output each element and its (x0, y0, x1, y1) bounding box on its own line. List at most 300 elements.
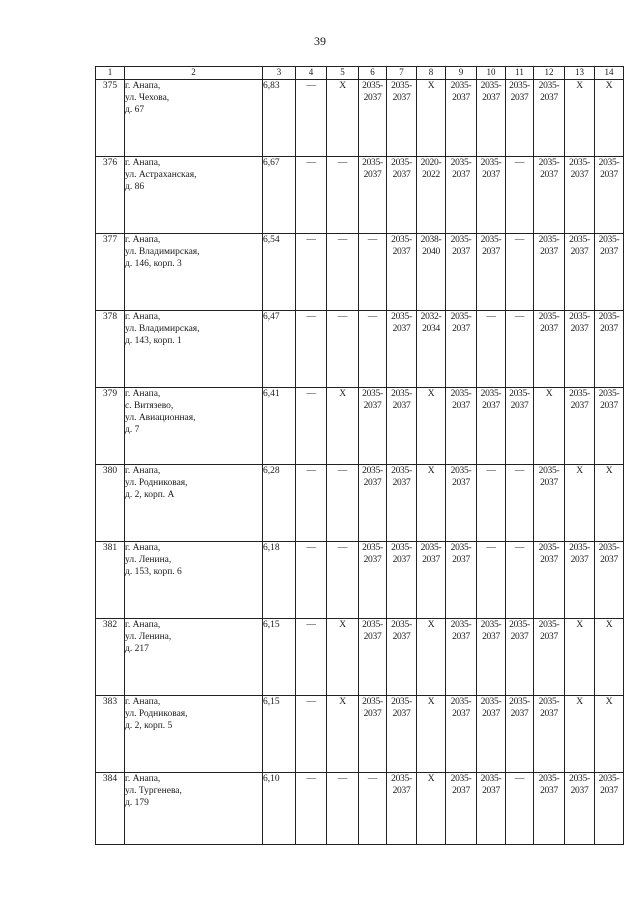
row-number: 375 (96, 80, 125, 157)
table-cell-col-11: — (506, 465, 534, 542)
table-cell-col-10 (477, 234, 506, 311)
table-cell-col-11 (506, 80, 534, 157)
table-cell-col-9 (446, 234, 477, 311)
table-cell-col-11: — (506, 234, 534, 311)
year-start: 2035- (538, 466, 560, 476)
header-cell-12: 12 (534, 67, 565, 80)
address-line: с. Витязево, (125, 401, 174, 411)
table-cell-col-11: — (506, 311, 534, 388)
table-row (96, 465, 624, 542)
table-cell-col-12 (534, 234, 565, 311)
year-end: 2037 (363, 632, 382, 642)
address-line: г. Анапа, (125, 543, 161, 553)
table-cell-col-7 (387, 234, 417, 311)
year-end: 2037 (452, 324, 470, 334)
table-cell-col-11: — (506, 157, 534, 234)
table-body (96, 80, 624, 845)
year-start: 2035- (391, 389, 412, 399)
table-row (96, 696, 624, 773)
table-cell-col-5: — (327, 311, 359, 388)
address-line: д. 153, корп. 6 (125, 567, 182, 577)
table-cell-col-4: — (296, 234, 327, 311)
table-cell-col-14: Х (595, 696, 624, 773)
header-cell-4: 4 (296, 67, 327, 80)
year-start: 2035- (569, 389, 590, 399)
year-end: 2037 (600, 247, 618, 257)
table-cell-col-8: Х (417, 696, 446, 773)
year-end: 2037 (600, 170, 618, 180)
year-start: 2035- (480, 774, 502, 784)
year-end: 2037 (452, 401, 470, 411)
table-cell-col-10: — (477, 465, 506, 542)
table-cell-col-12 (534, 773, 565, 845)
year-start: 2035- (362, 697, 383, 707)
year-start: 2035- (509, 81, 530, 91)
year-end: 2037 (540, 632, 558, 642)
year-end: 2037 (600, 401, 618, 411)
table-cell-col-8: Х (417, 465, 446, 542)
table-cell-col-8: Х (417, 388, 446, 465)
year-start: 2035- (598, 158, 620, 168)
year-end: 2037 (452, 555, 470, 565)
year-end: 2037 (363, 170, 382, 180)
year-start: 2035- (450, 235, 472, 245)
year-end: 2037 (422, 555, 440, 565)
table-cell-col-9 (446, 388, 477, 465)
year-start: 2035- (480, 620, 502, 630)
year-start: 2035- (509, 697, 530, 707)
table-cell-col-9 (446, 696, 477, 773)
year-start: 2035- (509, 620, 530, 630)
table-cell-col-5: — (327, 465, 359, 542)
year-start: 2035- (569, 543, 590, 553)
table-cell-col-10 (477, 773, 506, 845)
year-start: 2035- (538, 81, 560, 91)
table-cell-col-14 (595, 157, 624, 234)
table-cell-col-12 (534, 619, 565, 696)
table-cell-col-13: Х (565, 80, 595, 157)
year-start: 2035- (598, 312, 620, 322)
table-cell-col-6 (359, 465, 387, 542)
table-cell-col-5: Х (327, 80, 359, 157)
value-cell: 6,28 (263, 465, 296, 542)
year-start: 2035- (362, 466, 383, 476)
header-cell-7: 7 (387, 67, 417, 80)
header-cell-6: 6 (359, 67, 387, 80)
table-cell-col-14 (595, 542, 624, 619)
table-cell-col-8 (417, 542, 446, 619)
year-start: 2035- (362, 543, 383, 553)
year-start: 2035- (538, 774, 560, 784)
year-end: 2037 (570, 324, 589, 334)
year-start: 2035- (450, 620, 472, 630)
table-cell-col-4: — (296, 696, 327, 773)
header-cell-9: 9 (446, 67, 477, 80)
table-cell-col-9 (446, 465, 477, 542)
address-line: г. Анапа, (125, 774, 161, 784)
year-start: 2035- (569, 312, 590, 322)
address-line: г. Анапа, (125, 466, 161, 476)
table-cell-col-6 (359, 619, 387, 696)
address-cell (125, 542, 263, 619)
address-cell (125, 465, 263, 542)
table-cell-col-12 (534, 465, 565, 542)
table-cell-col-14 (595, 773, 624, 845)
table-cell-col-12 (534, 696, 565, 773)
year-start: 2035- (391, 543, 412, 553)
table-cell-col-13 (565, 388, 595, 465)
table-row (96, 311, 624, 388)
table-cell-col-13: Х (565, 696, 595, 773)
year-end: 2040 (422, 247, 440, 257)
year-end: 2037 (600, 324, 618, 334)
row-number: 379 (96, 388, 125, 465)
year-end: 2037 (570, 401, 589, 411)
year-end: 2037 (510, 709, 529, 719)
year-end: 2037 (482, 786, 500, 796)
table-cell-col-4: — (296, 80, 327, 157)
year-start: 2035- (450, 312, 472, 322)
year-start: 2035- (362, 158, 383, 168)
address-cell (125, 388, 263, 465)
address-cell (125, 311, 263, 388)
address-line: д. 146, корп. 3 (125, 259, 182, 269)
table-row (96, 234, 624, 311)
address-cell (125, 234, 263, 311)
year-start: 2035- (391, 466, 412, 476)
address-cell (125, 773, 263, 845)
table-cell-col-12 (534, 311, 565, 388)
year-end: 2037 (540, 709, 558, 719)
address-cell (125, 696, 263, 773)
year-start: 2035- (362, 389, 383, 399)
table-cell-col-13 (565, 542, 595, 619)
header-cell-11: 11 (506, 67, 534, 80)
table-cell-col-11 (506, 388, 534, 465)
table-cell-col-5: — (327, 773, 359, 845)
header-cell-5: 5 (327, 67, 359, 80)
table-cell-col-9 (446, 80, 477, 157)
year-end: 2037 (540, 247, 558, 257)
year-start: 2035- (450, 389, 472, 399)
value-cell: 6,54 (263, 234, 296, 311)
year-start: 2035- (509, 389, 530, 399)
address-line: г. Анапа, (125, 620, 161, 630)
address-line: д. 86 (125, 182, 145, 192)
year-start: 2035- (598, 235, 620, 245)
header-cell-14: 14 (595, 67, 624, 80)
year-start: 2035- (391, 235, 412, 245)
page-number: 39 (314, 34, 326, 48)
row-number: 378 (96, 311, 125, 388)
address-line: г. Анапа, (125, 389, 161, 399)
table-cell-col-8: Х (417, 619, 446, 696)
year-start: 2035- (480, 81, 502, 91)
address-line: г. Анапа, (125, 81, 161, 91)
table-cell-col-8 (417, 311, 446, 388)
table-cell-col-7 (387, 311, 417, 388)
address-line: ул. Владимирская, (125, 247, 200, 257)
table-cell-col-4: — (296, 465, 327, 542)
address-line: д. 143, корп. 1 (125, 336, 182, 346)
table-cell-col-9 (446, 773, 477, 845)
table-cell-col-13 (565, 157, 595, 234)
table-cell-col-5: Х (327, 696, 359, 773)
table-cell-col-6 (359, 696, 387, 773)
table-cell-col-8 (417, 234, 446, 311)
table-cell-col-7 (387, 696, 417, 773)
year-start: 2035- (420, 543, 442, 553)
table-cell-col-6 (359, 157, 387, 234)
year-end: 2037 (392, 632, 411, 642)
year-end: 2037 (540, 555, 558, 565)
address-line: ул. Ленина, (125, 555, 172, 565)
year-start: 2035- (538, 543, 560, 553)
year-end: 2037 (363, 478, 382, 488)
table-cell-col-4: — (296, 773, 327, 845)
year-end: 2037 (482, 709, 500, 719)
year-end: 2037 (570, 555, 589, 565)
year-start: 2035- (450, 697, 472, 707)
header-cell-3: 3 (263, 67, 296, 80)
address-line: ул. Авиационная, (125, 413, 196, 423)
table-cell-col-5: — (327, 234, 359, 311)
year-end: 2037 (540, 324, 558, 334)
table-cell-col-13: Х (565, 465, 595, 542)
row-number: 382 (96, 619, 125, 696)
year-end: 2037 (570, 786, 589, 796)
year-end: 2037 (392, 555, 411, 565)
table-cell-col-13 (565, 773, 595, 845)
address-line: д. 7 (125, 425, 140, 435)
year-start: 2035- (450, 81, 472, 91)
year-end: 2037 (540, 93, 558, 103)
row-number: 376 (96, 157, 125, 234)
year-end: 2037 (482, 93, 500, 103)
header-cell-8: 8 (417, 67, 446, 80)
table-cell-col-7 (387, 157, 417, 234)
table-cell-col-10: — (477, 542, 506, 619)
year-start: 2035- (538, 312, 560, 322)
year-end: 2037 (482, 401, 500, 411)
address-line: г. Анапа, (125, 697, 161, 707)
address-line: ул. Тургенева, (125, 786, 182, 796)
address-cell (125, 157, 263, 234)
year-end: 2037 (452, 478, 470, 488)
row-number: 383 (96, 696, 125, 773)
year-end: 2037 (452, 93, 470, 103)
address-line: д. 217 (125, 644, 149, 654)
table-cell-col-12 (534, 157, 565, 234)
year-start: 2035- (569, 774, 590, 784)
table-cell-col-10 (477, 80, 506, 157)
year-start: 2035- (598, 774, 620, 784)
table-cell-col-9 (446, 311, 477, 388)
year-start: 2035- (450, 466, 472, 476)
address-line: ул. Владимирская, (125, 324, 200, 334)
year-end: 2037 (363, 93, 382, 103)
table-cell-col-11 (506, 619, 534, 696)
header-cell-10: 10 (477, 67, 506, 80)
address-line: д. 2, корп. 5 (125, 721, 173, 731)
year-end: 2037 (392, 170, 411, 180)
header-cell-1: 1 (96, 67, 125, 80)
year-start: 2035- (362, 81, 383, 91)
year-end: 2037 (510, 93, 529, 103)
value-cell: 6,41 (263, 388, 296, 465)
year-end: 2037 (482, 247, 500, 257)
year-start: 2035- (391, 158, 412, 168)
year-end: 2037 (363, 709, 382, 719)
year-start: 2035- (391, 774, 412, 784)
year-start: 2035- (598, 389, 620, 399)
year-end: 2037 (452, 786, 470, 796)
table-header (96, 67, 624, 80)
header-cell-13: 13 (565, 67, 595, 80)
table-cell-col-6 (359, 80, 387, 157)
table-cell-col-9 (446, 619, 477, 696)
address-line: ул. Ленина, (125, 632, 172, 642)
table-cell-col-10 (477, 696, 506, 773)
year-start: 2035- (598, 543, 620, 553)
year-end: 2037 (570, 247, 589, 257)
year-start: 2035- (480, 235, 502, 245)
address-line: д. 179 (125, 798, 149, 808)
table-cell-col-14 (595, 311, 624, 388)
table-cell-col-6: — (359, 234, 387, 311)
year-end: 2034 (422, 324, 440, 334)
value-cell: 6,47 (263, 311, 296, 388)
table-cell-col-14 (595, 234, 624, 311)
table-cell-col-13 (565, 234, 595, 311)
table-cell-col-7 (387, 80, 417, 157)
year-end: 2037 (392, 324, 411, 334)
table-cell-col-7 (387, 773, 417, 845)
table-row (96, 388, 624, 465)
address-line: ул. Родниковая, (125, 709, 188, 719)
year-start: 2035- (538, 697, 560, 707)
table-cell-col-11 (506, 696, 534, 773)
year-end: 2037 (452, 170, 470, 180)
table-row (96, 80, 624, 157)
year-start: 2035- (391, 81, 412, 91)
table-cell-col-7 (387, 388, 417, 465)
row-number: 384 (96, 773, 125, 845)
table-cell-col-4: — (296, 619, 327, 696)
table-cell-col-5: Х (327, 619, 359, 696)
table-row (96, 773, 624, 845)
header-row (96, 67, 624, 80)
year-start: 2035- (569, 158, 590, 168)
value-cell: 6,18 (263, 542, 296, 619)
year-start: 2035- (391, 312, 412, 322)
table-row (96, 157, 624, 234)
year-end: 2037 (482, 170, 500, 180)
value-cell: 6,15 (263, 696, 296, 773)
year-end: 2037 (600, 555, 618, 565)
table-row (96, 619, 624, 696)
year-start: 2035- (480, 158, 502, 168)
year-end: 2037 (452, 709, 470, 719)
address-line: ул. Родниковая, (125, 478, 188, 488)
year-end: 2037 (510, 632, 529, 642)
address-line: ул. Чехова, (125, 93, 170, 103)
table-cell-col-5: — (327, 542, 359, 619)
year-end: 2037 (452, 247, 470, 257)
year-end: 2037 (392, 401, 411, 411)
table-cell-col-14 (595, 388, 624, 465)
table-cell-col-7 (387, 619, 417, 696)
year-end: 2037 (363, 401, 382, 411)
year-start: 2035- (450, 158, 472, 168)
year-start: 2035- (538, 620, 560, 630)
table-cell-col-6: — (359, 773, 387, 845)
year-start: 2035- (391, 620, 412, 630)
address-cell (125, 619, 263, 696)
table-cell-col-4: — (296, 157, 327, 234)
value-cell: 6,15 (263, 619, 296, 696)
year-start: 2035- (538, 235, 560, 245)
table-cell-col-10 (477, 157, 506, 234)
address-line: д. 67 (125, 105, 145, 115)
year-end: 2037 (600, 786, 618, 796)
table-cell-col-9 (446, 542, 477, 619)
table-cell-col-14: Х (595, 80, 624, 157)
table-cell-col-8: Х (417, 773, 446, 845)
table-cell-col-9 (446, 157, 477, 234)
table-cell-col-6: — (359, 311, 387, 388)
year-end: 2037 (452, 632, 470, 642)
year-start: 2035- (538, 158, 560, 168)
table-cell-col-4: — (296, 388, 327, 465)
table-cell-col-14: Х (595, 465, 624, 542)
table-cell-col-7 (387, 542, 417, 619)
address-line: ул. Астраханская, (125, 170, 197, 180)
year-start: 2035- (450, 774, 472, 784)
address-line: г. Анапа, (125, 312, 161, 322)
table-cell-col-12: Х (534, 388, 565, 465)
table-cell-col-10: — (477, 311, 506, 388)
address-cell (125, 80, 263, 157)
year-start: 2038- (420, 235, 442, 245)
year-end: 2037 (392, 709, 411, 719)
table-cell-col-4: — (296, 542, 327, 619)
year-end: 2037 (570, 170, 589, 180)
year-end: 2037 (510, 401, 529, 411)
year-end: 2037 (482, 632, 500, 642)
year-end: 2037 (540, 478, 558, 488)
address-line: г. Анапа, (125, 235, 161, 245)
document-table (95, 66, 624, 845)
header-cell-2: 2 (125, 67, 263, 80)
table-cell-col-14: Х (595, 619, 624, 696)
year-start: 2035- (362, 620, 383, 630)
table-cell-col-8 (417, 157, 446, 234)
year-start: 2035- (480, 389, 502, 399)
year-end: 2037 (392, 478, 411, 488)
row-number: 381 (96, 542, 125, 619)
table-cell-col-11: — (506, 542, 534, 619)
table-cell-col-4: — (296, 311, 327, 388)
year-end: 2037 (363, 555, 382, 565)
year-end: 2037 (392, 247, 411, 257)
table-cell-col-5: Х (327, 388, 359, 465)
row-number: 380 (96, 465, 125, 542)
year-end: 2037 (540, 170, 558, 180)
table-cell-col-5: — (327, 157, 359, 234)
table-cell-col-13: Х (565, 619, 595, 696)
year-end: 2037 (392, 93, 411, 103)
